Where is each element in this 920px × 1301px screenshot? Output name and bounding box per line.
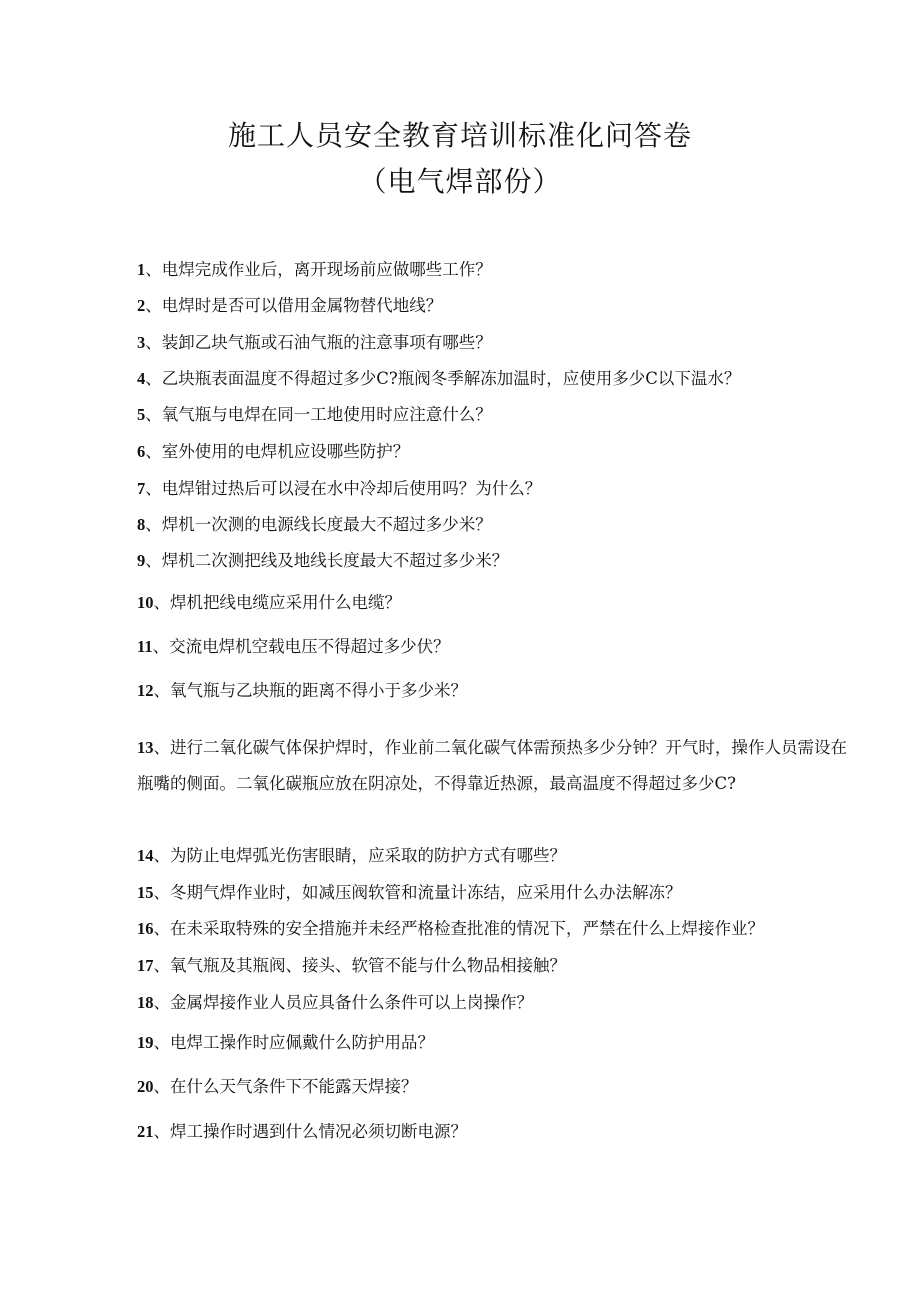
question-text: 为防止电焊弧光伤害眼睛，应采取的防护方式有哪些？	[170, 846, 566, 865]
question-number: 6 、	[137, 442, 162, 461]
question-number: 1 、	[137, 260, 162, 279]
question-number: 4 、	[137, 369, 162, 388]
question-item	[137, 985, 847, 1021]
question-number: 19 、	[137, 1033, 170, 1052]
question-number: 7 、	[137, 479, 162, 498]
question-text: 在未采取特殊的安全措施并未经严格检查批准的情况下，严禁在什么上焊接作业？	[170, 919, 764, 938]
question-number: 13 、	[137, 738, 170, 757]
question-item	[137, 875, 847, 911]
question-item	[137, 397, 847, 433]
page-title: 施工人员安全教育培训标准化问答卷	[227, 119, 692, 152]
question-item	[137, 288, 847, 324]
question-item	[137, 543, 847, 579]
question-text: 交流电焊机空载电压不得超过多少伏？	[169, 637, 450, 656]
question-item	[137, 730, 847, 802]
question-text: 装卸乙块气瓶或石油气瓶的注意事项有哪些？	[161, 333, 492, 352]
question-text: 电焊时是否可以借用金属物替代地线？	[161, 296, 443, 315]
question-number: 14 、	[137, 846, 170, 865]
question-number: 11 、	[137, 637, 169, 656]
question-item	[137, 325, 847, 361]
question-text: 乙块瓶表面温度不得超过多少C?瓶阀冬季解冻加温时，应使用多少C以下温水？	[161, 369, 741, 388]
question-item	[137, 361, 847, 397]
question-item	[137, 673, 847, 709]
question-item	[137, 434, 847, 470]
question-item	[137, 948, 847, 984]
question-text: 电焊完成作业后，离开现场前应做哪些工作？	[161, 260, 492, 279]
question-text: 金属焊接作业人员应具备什么条件可以上岗操作？	[170, 993, 533, 1012]
question-number: 15 、	[137, 883, 170, 902]
question-text: 进行二氧化碳气体保护焊时，作业前二氧化碳气体需预热多少分钟？开气时，操作人员需设在瓶嘴的侧面。二氧化碳瓶应放在阴凉处，不得靠近热源，最高温度不得超过多少C?	[137, 738, 848, 793]
question-text: 在什么天气条件下不能露天焊接？	[170, 1077, 418, 1096]
question-number: 17 、	[137, 956, 170, 975]
question-item	[137, 629, 847, 665]
question-number: 18 、	[137, 993, 170, 1012]
question-text: 焊工操作时遇到什么情况必须切断电源？	[170, 1122, 467, 1141]
question-item	[137, 838, 847, 874]
question-number: 21 、	[137, 1122, 170, 1141]
question-text: 焊机二次测把线及地线长度最大不超过多少米？	[161, 551, 509, 570]
question-number: 8 、	[137, 515, 162, 534]
question-item	[137, 585, 847, 621]
question-number: 10 、	[137, 593, 170, 612]
question-item	[137, 911, 847, 947]
question-text: 氧气瓶与乙块瓶的距离不得小于多少米？	[170, 681, 467, 700]
question-item	[137, 1114, 847, 1150]
question-text: 电焊工操作时应佩戴什么防护用品？	[170, 1033, 434, 1052]
question-text: 电焊钳过热后可以浸在水中冷却后使用吗？为什么？	[161, 479, 542, 498]
question-text: 焊机把线电缆应采用什么电缆？	[170, 593, 401, 612]
question-item	[137, 1025, 847, 1061]
question-number: 3 、	[137, 333, 162, 352]
question-number: 12 、	[137, 681, 170, 700]
page-subtitle: （电气焊部份）	[358, 165, 562, 198]
question-number: 2 、	[137, 296, 162, 315]
question-number: 20 、	[137, 1077, 170, 1096]
question-item	[137, 471, 847, 507]
question-text: 室外使用的电焊机应设哪些防护？	[161, 442, 410, 461]
question-text: 氧气瓶及其瓶阀、接头、软管不能与什么物品相接触？	[170, 956, 566, 975]
question-number: 16 、	[137, 919, 170, 938]
question-number: 9 、	[137, 551, 162, 570]
question-item	[137, 507, 847, 543]
question-number: 5 、	[137, 405, 162, 424]
question-item	[137, 252, 847, 288]
question-item	[137, 1069, 847, 1105]
question-text: 氧气瓶与电焊在同一工地使用时应注意什么？	[161, 405, 492, 424]
question-text: 冬期气焊作业时，如减压阀软管和流量计冻结，应采用什么办法解冻？	[170, 883, 682, 902]
question-text: 焊机一次测的电源线长度最大不超过多少米？	[161, 515, 492, 534]
